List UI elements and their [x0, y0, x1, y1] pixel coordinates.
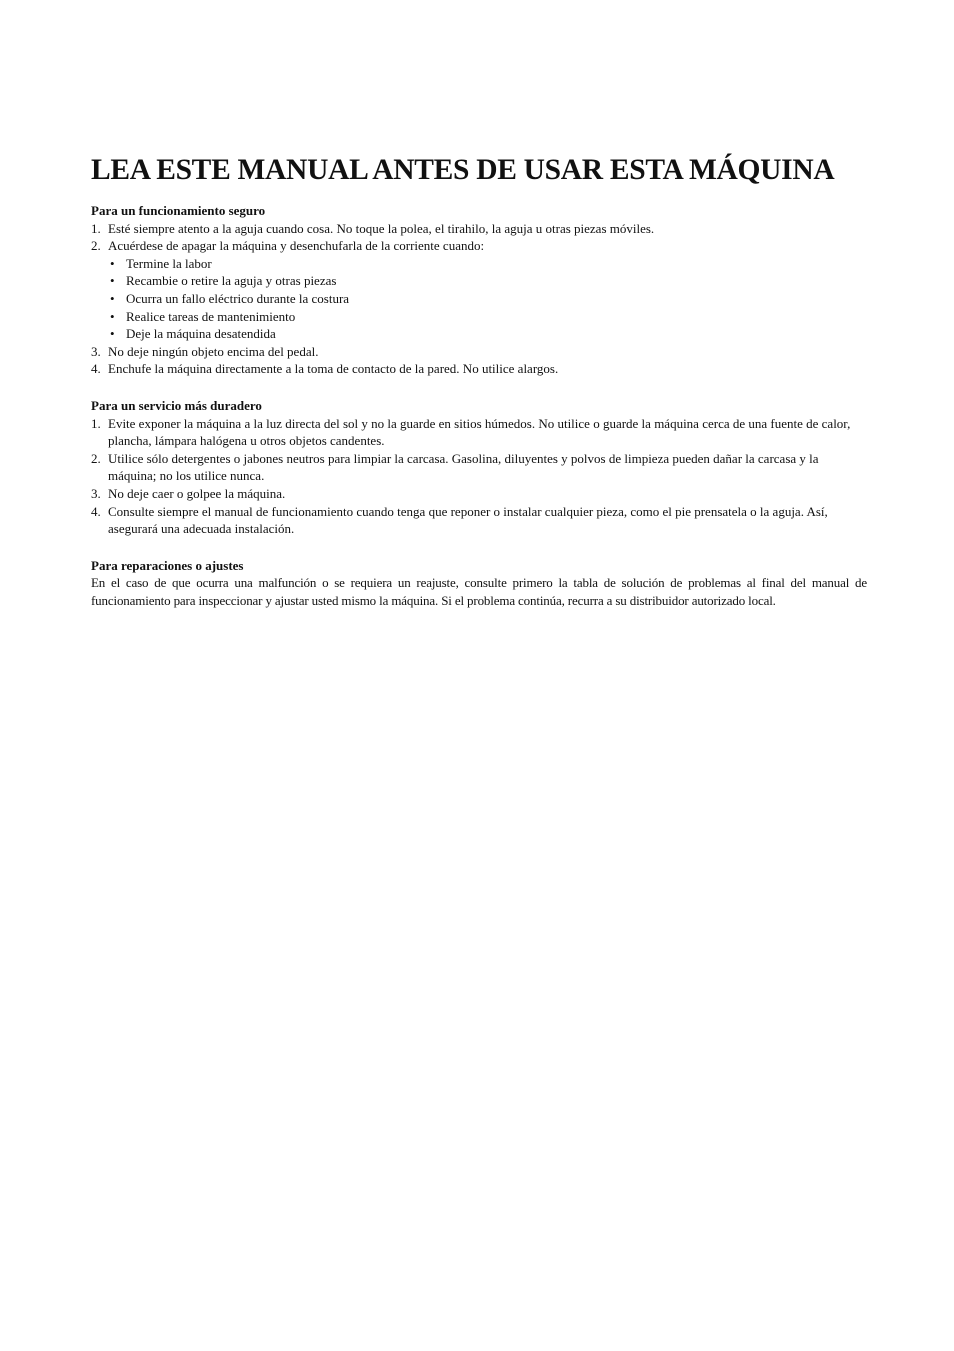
- bullet-text: Termine la labor: [126, 255, 212, 271]
- repairs-paragraph: En el caso de que ocurra una malfunción o se requiera un reajuste, consulte primero la tabla de solución de problemas al final del manual de funcionamiento para inspeccionar y ajustar usted mismo la máquina. Si el problema continúa, recurra a su distribuidor autorizado local.: [91, 575, 867, 608]
- page-title: LEA ESTE MANUAL ANTES DE USAR ESTA MÁQUINA: [91, 154, 835, 186]
- section-longer-service: [91, 397, 867, 538]
- safe-operation-list: [91, 220, 867, 378]
- bullet-mark: •: [110, 326, 115, 342]
- item-text: No deje ningún objeto encima del pedal.: [108, 343, 319, 359]
- bullet-text: Ocurra un fallo eléctrico durante la costura: [126, 290, 350, 306]
- manual-page: [91, 150, 867, 628]
- item-text: No deje caer o golpee la máquina.: [108, 485, 286, 501]
- bullet-item: [108, 255, 867, 273]
- item-text: Acuérdese de apagar la máquina y desenchufarla de la corriente cuando:: [108, 238, 485, 254]
- list-item: [91, 220, 867, 238]
- item-number: 4.: [91, 503, 101, 519]
- list-item: [91, 360, 867, 378]
- section-heading-longer-service: Para un servicio más duradero: [91, 397, 262, 413]
- list-item: [91, 415, 867, 450]
- bullet-mark: •: [110, 290, 115, 306]
- item-number: 1.: [91, 220, 101, 236]
- list-item: [91, 343, 867, 361]
- item-text: Enchufe la máquina directamente a la toma de contacto de la pared. No utilice alargos.: [108, 361, 559, 377]
- item-text: Consulte siempre el manual de funcionamiento cuando tenga que reponer o instalar cualquier pieza, como el pie prensatela o la aguja. Así, asegurará una adecuada instalación.: [108, 503, 828, 537]
- bullet-text: Recambie o retire la aguja y otras piezas: [126, 273, 337, 289]
- section-repairs: [91, 557, 867, 610]
- bullet-mark: •: [110, 273, 115, 289]
- bullet-item: [108, 308, 867, 326]
- bullet-item: [108, 272, 867, 290]
- bullet-text: Realice tareas de mantenimiento: [126, 308, 296, 324]
- item-number: 3.: [91, 485, 101, 501]
- item-number: 4.: [91, 361, 101, 377]
- list-item: [91, 237, 867, 343]
- bullet-text: Deje la máquina desatendida: [126, 326, 276, 342]
- unplug-conditions-list: [108, 255, 867, 343]
- item-number: 2.: [91, 238, 101, 254]
- list-item: [91, 503, 867, 538]
- list-item: [91, 485, 867, 503]
- bullet-mark: •: [110, 308, 115, 324]
- section-heading-repairs: Para reparaciones o ajustes: [91, 557, 244, 573]
- section-safe-operation: [91, 202, 867, 378]
- item-text: Utilice sólo detergentes o jabones neutros para limpiar la carcasa. Gasolina, diluyentes y polvos de limpieza pueden dañar la carcasa y la máquina; no los utilice nunca.: [108, 450, 819, 484]
- bullet-mark: •: [110, 255, 115, 271]
- bullet-item: [108, 325, 867, 343]
- item-number: 1.: [91, 415, 101, 431]
- item-text: Esté siempre atento a la aguja cuando cosa. No toque la polea, el tirahilo, la aguja u otras piezas móviles.: [108, 220, 655, 236]
- section-heading-safe-operation: Para un funcionamiento seguro: [91, 203, 266, 218]
- longer-service-list: [91, 415, 867, 538]
- item-text: Evite exponer la máquina a la luz directa del sol y no la guarde en sitios húmedos. No utilice o guarde la máquina cerca de una fuente de calor, plancha, lámpara halógena u otros objetos candentes.: [108, 415, 851, 449]
- item-number: 2.: [91, 450, 101, 466]
- bullet-item: [108, 290, 867, 308]
- list-item: [91, 450, 867, 485]
- item-number: 3.: [91, 343, 101, 359]
